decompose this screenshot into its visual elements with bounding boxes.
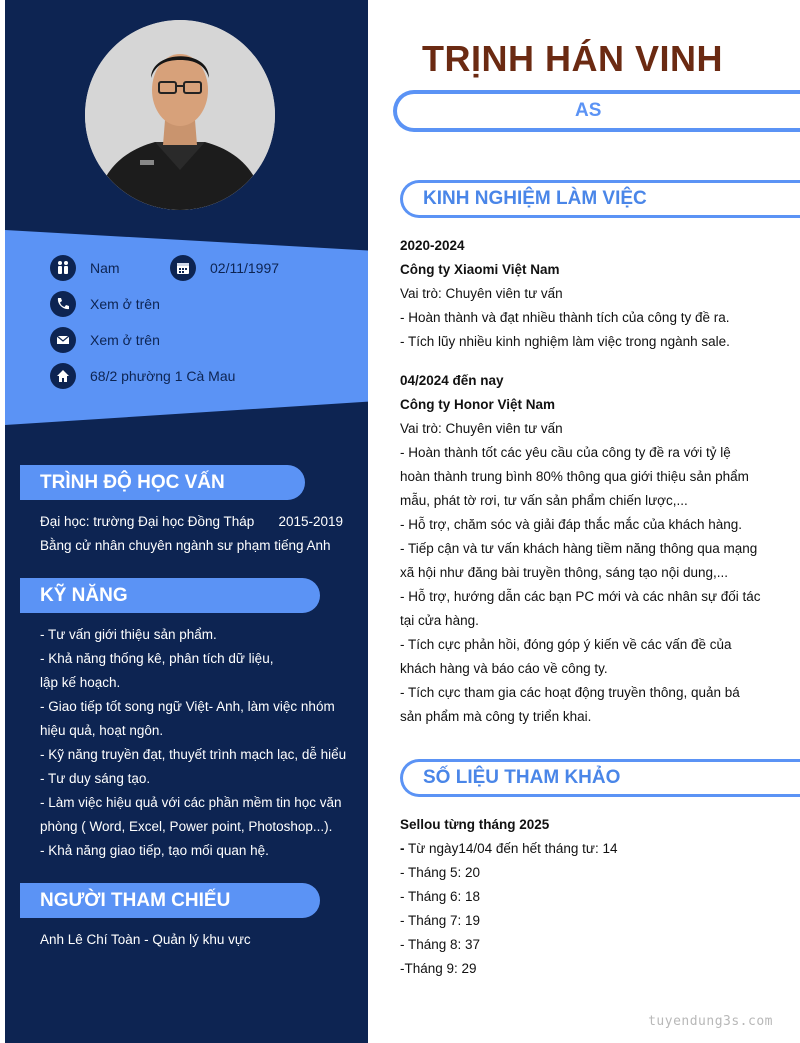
skill-line: - Giao tiếp tốt song ngữ Việt- Anh, làm việc nhóm [40, 699, 335, 714]
references-body [40, 928, 358, 952]
skills-list [40, 623, 358, 863]
home-icon [50, 363, 76, 389]
job-line: - Hỗ trợ, chăm sóc và giải đáp thắc mắc của khách hàng. [400, 517, 743, 532]
stats-line: -Tháng 9: 29 [400, 961, 477, 976]
gender-value: Nam [90, 260, 120, 276]
stats-first-text: Từ ngày14/04 đến hết tháng tư: 14 [404, 841, 618, 856]
job-line: tại cửa hàng. [400, 613, 479, 628]
experience-heading: KINH NGHIỆM LÀM VIỆC [400, 180, 800, 218]
education-degree: Bằng cử nhân chuyên ngành sư phạm tiếng Anh [40, 538, 331, 553]
phone-row [50, 291, 160, 317]
education-years: 2015-2019 [278, 514, 343, 529]
job-line: - Hoàn thành tốt các yêu cầu của công ty đề ra với tỷ lệ [400, 445, 731, 460]
skill-line: - Làm việc hiệu quả với các phần mềm tin học văn [40, 795, 342, 810]
stats-line: - Tháng 6: 18 [400, 889, 481, 904]
experience-body [400, 234, 770, 729]
job-line: mẫu, phát tờ rơi, tư vấn sản phẩm chiến lược,... [400, 493, 688, 508]
job-company: Công ty Xiaomi Việt Nam [400, 262, 560, 277]
avatar [85, 20, 275, 210]
stats-heading: SỐ LIỆU THAM KHẢO [400, 759, 800, 797]
birthday-value: 02/11/1997 [210, 260, 280, 276]
skill-line: - Tư duy sáng tạo. [40, 771, 151, 786]
stats-title: Sellou từng tháng 2025 [400, 817, 550, 832]
role-box [393, 90, 800, 132]
skill-line: - Khả năng thống kê, phân tích dữ liệu, [40, 651, 274, 666]
skill-line: - Tư vấn giới thiệu sản phẩm. [40, 627, 217, 642]
job-period: 2020-2024 [400, 238, 465, 253]
skill-line: - Kỹ năng truyền đạt, thuyết trình mạch lạc, dễ hiểu [40, 747, 347, 762]
phone-value: Xem ở trên [90, 296, 160, 312]
job-line: khách hàng và báo cáo về công ty. [400, 661, 608, 676]
job-line: - Tích cực tham gia các hoạt động truyền thông, quản bá [400, 685, 740, 700]
skill-line: phòng ( Word, Excel, Power point, Photoshop...). [40, 819, 333, 834]
stats-line: - Tháng 5: 20 [400, 865, 481, 880]
skill-line: - Khả năng giao tiếp, tạo mối quan hệ. [40, 843, 269, 858]
gender-icon [50, 255, 76, 281]
job-line: - Hỗ trợ, hướng dẫn các bạn PC mới và các nhân sự đối tác [400, 589, 761, 604]
stats-line: - Tháng 8: 37 [400, 937, 481, 952]
reference-line: Anh Lê Chí Toàn - Quản lý khu vực [40, 932, 251, 947]
stats-line [400, 837, 770, 861]
avatar-photo-icon [85, 20, 275, 210]
job-line: sản phẩm mà công ty triển khai. [400, 709, 592, 724]
skill-line: hiệu quả, hoạt ngôn. [40, 723, 164, 738]
address-value: 68/2 phường 1 Cà Mau [90, 368, 236, 384]
stats-body [400, 813, 770, 981]
job-line: Vai trò: Chuyên viên tư vấn [400, 421, 563, 436]
full-name: TRỊNH HÁN VINH [422, 38, 723, 79]
job-line: xã hội như đăng bài truyền thông, sáng tạo nội dung,... [400, 565, 729, 580]
email-row [50, 327, 160, 353]
footer-watermark: tuyendung3s.com [648, 1014, 773, 1029]
job-line: - Hoàn thành và đạt nhiều thành tích của công ty đề ra. [400, 310, 730, 325]
education-body [40, 510, 358, 558]
job-line: Vai trò: Chuyên viên tư vấn [400, 286, 563, 301]
stats-dash: - [400, 841, 405, 856]
email-value: Xem ở trên [90, 332, 160, 348]
education-school: Đại học: trường Đại học Đồng Tháp [40, 514, 255, 529]
job-line: hoàn thành trung bình 80% thông qua giới thiệu sản phẩm [400, 469, 749, 484]
role-title: AS [575, 100, 602, 121]
job-period: 04/2024 đến nay [400, 373, 504, 388]
birthday-row [170, 255, 279, 281]
sidebar [5, 0, 368, 1043]
calendar-icon [170, 255, 196, 281]
education-heading: TRÌNH ĐỘ HỌC VẤN [20, 465, 305, 500]
job-company: Công ty Honor Việt Nam [400, 397, 556, 412]
references-heading: NGƯỜI THAM CHIẾU [20, 883, 320, 918]
job-line: - Tích lũy nhiều kinh nghiệm làm việc trong ngành sale. [400, 334, 730, 349]
address-row [50, 363, 235, 389]
gender-row [50, 255, 120, 281]
envelope-icon [50, 327, 76, 353]
job-line: - Tiếp cận và tư vấn khách hàng tiềm năng thông qua mạng [400, 541, 758, 556]
stats-line: - Tháng 7: 19 [400, 913, 481, 928]
skills-heading: KỸ NĂNG [20, 578, 320, 613]
phone-icon [50, 291, 76, 317]
skill-line: lập kế hoạch. [40, 675, 121, 690]
job-line: - Tích cực phản hồi, đóng góp ý kiến về các vấn đề của [400, 637, 732, 652]
